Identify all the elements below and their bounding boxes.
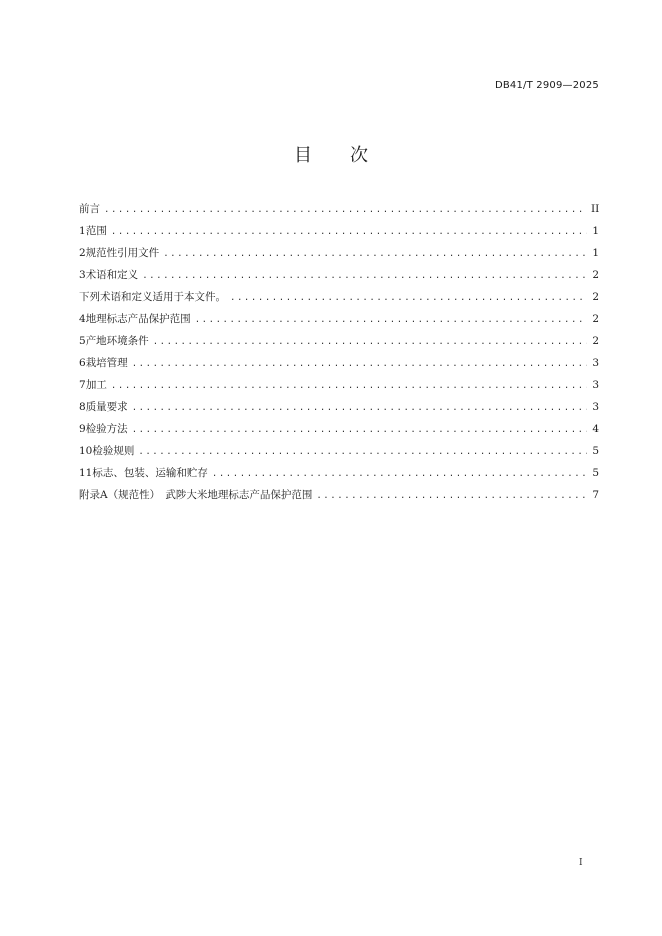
toc-entry-page: 1 <box>592 247 599 259</box>
toc-entry-page: 7 <box>592 489 599 501</box>
dot-leader <box>212 465 587 483</box>
dot-leader <box>111 377 587 395</box>
dot-leader <box>195 311 587 329</box>
toc-entry-label: 栽培管理 <box>85 357 128 369</box>
toc-entry-label: 前言 <box>79 203 100 215</box>
toc-entry-label: 地理标志产品保护范围 <box>85 313 191 325</box>
toc-entry-label: 范围 <box>85 225 107 237</box>
toc-entry-number: 1 <box>79 225 86 237</box>
toc-entry-label: 附录A（规范性） 武陟大米地理标志产品保护范围 <box>79 489 313 501</box>
toc-entry[interactable] <box>79 354 599 376</box>
toc-entry-page: 5 <box>592 467 599 479</box>
toc-entry-number: 7 <box>79 379 86 391</box>
dot-leader <box>163 245 587 263</box>
page-number: I <box>579 858 583 868</box>
toc-entry-page: II <box>591 203 599 215</box>
toc-entry-label: 下列术语和定义适用于本文件。 <box>79 291 226 303</box>
toc-entry[interactable] <box>79 376 599 398</box>
toc-entry[interactable] <box>79 310 599 332</box>
toc-entry[interactable] <box>79 442 599 464</box>
toc-entry-number: 3 <box>79 269 86 281</box>
toc-entry-label: 术语和定义 <box>85 269 139 281</box>
title-char-1: 目 <box>294 145 312 166</box>
toc-entry[interactable] <box>79 464 599 486</box>
toc-entry-number: 9 <box>79 423 86 435</box>
toc-entry-page: 2 <box>592 269 599 281</box>
toc-entry-number: 4 <box>79 313 86 325</box>
toc-entry-page: 2 <box>592 313 599 325</box>
dot-leader <box>230 289 587 307</box>
toc-entry-number: 5 <box>79 335 86 347</box>
toc-entry-page: 2 <box>592 291 599 303</box>
page-title <box>0 141 662 167</box>
toc-entry-label: 检验规则 <box>92 445 135 457</box>
dot-leader <box>142 267 587 285</box>
toc-entry-label: 标志、包装、运输和贮存 <box>92 467 208 479</box>
toc-entry-number: 8 <box>79 401 86 413</box>
title-char-2: 次 <box>350 145 368 166</box>
toc-entry-page: 5 <box>592 445 599 457</box>
toc-entry-page: 1 <box>592 225 599 237</box>
document-code: DB41/T 2909—2025 <box>494 80 599 91</box>
toc-entry[interactable] <box>79 244 599 266</box>
toc-entry-label: 质量要求 <box>85 401 128 413</box>
toc-entry[interactable] <box>79 486 599 508</box>
toc-entry[interactable] <box>79 332 599 354</box>
dot-leader <box>132 399 587 417</box>
toc-entry-label: 产地环境条件 <box>85 335 149 347</box>
toc-entry-page: 3 <box>592 357 599 369</box>
toc-entry-number: 11 <box>79 467 93 479</box>
table-of-contents <box>79 200 599 508</box>
toc-entry-number: 10 <box>79 445 93 457</box>
toc-entry-label: 检验方法 <box>85 423 128 435</box>
toc-entry-page: 4 <box>592 423 599 435</box>
toc-entry-page: 3 <box>592 379 599 391</box>
dot-leader <box>138 443 587 461</box>
toc-entry[interactable] <box>79 420 599 442</box>
toc-entry[interactable] <box>79 398 599 420</box>
toc-entry[interactable] <box>79 222 599 244</box>
dot-leader <box>153 333 587 351</box>
dot-leader <box>104 201 587 219</box>
toc-entry[interactable] <box>79 288 599 310</box>
toc-entry-number: 2 <box>79 247 86 259</box>
dot-leader <box>132 355 587 373</box>
dot-leader <box>132 421 587 439</box>
toc-entry[interactable] <box>79 200 599 222</box>
toc-entry[interactable] <box>79 266 599 288</box>
toc-entry-page: 3 <box>592 401 599 413</box>
toc-entry-number: 6 <box>79 357 86 369</box>
toc-entry-label: 加工 <box>85 379 107 391</box>
dot-leader <box>111 223 587 241</box>
toc-entry-page: 2 <box>592 335 599 347</box>
toc-entry-label: 规范性引用文件 <box>85 247 160 259</box>
dot-leader <box>316 487 587 505</box>
